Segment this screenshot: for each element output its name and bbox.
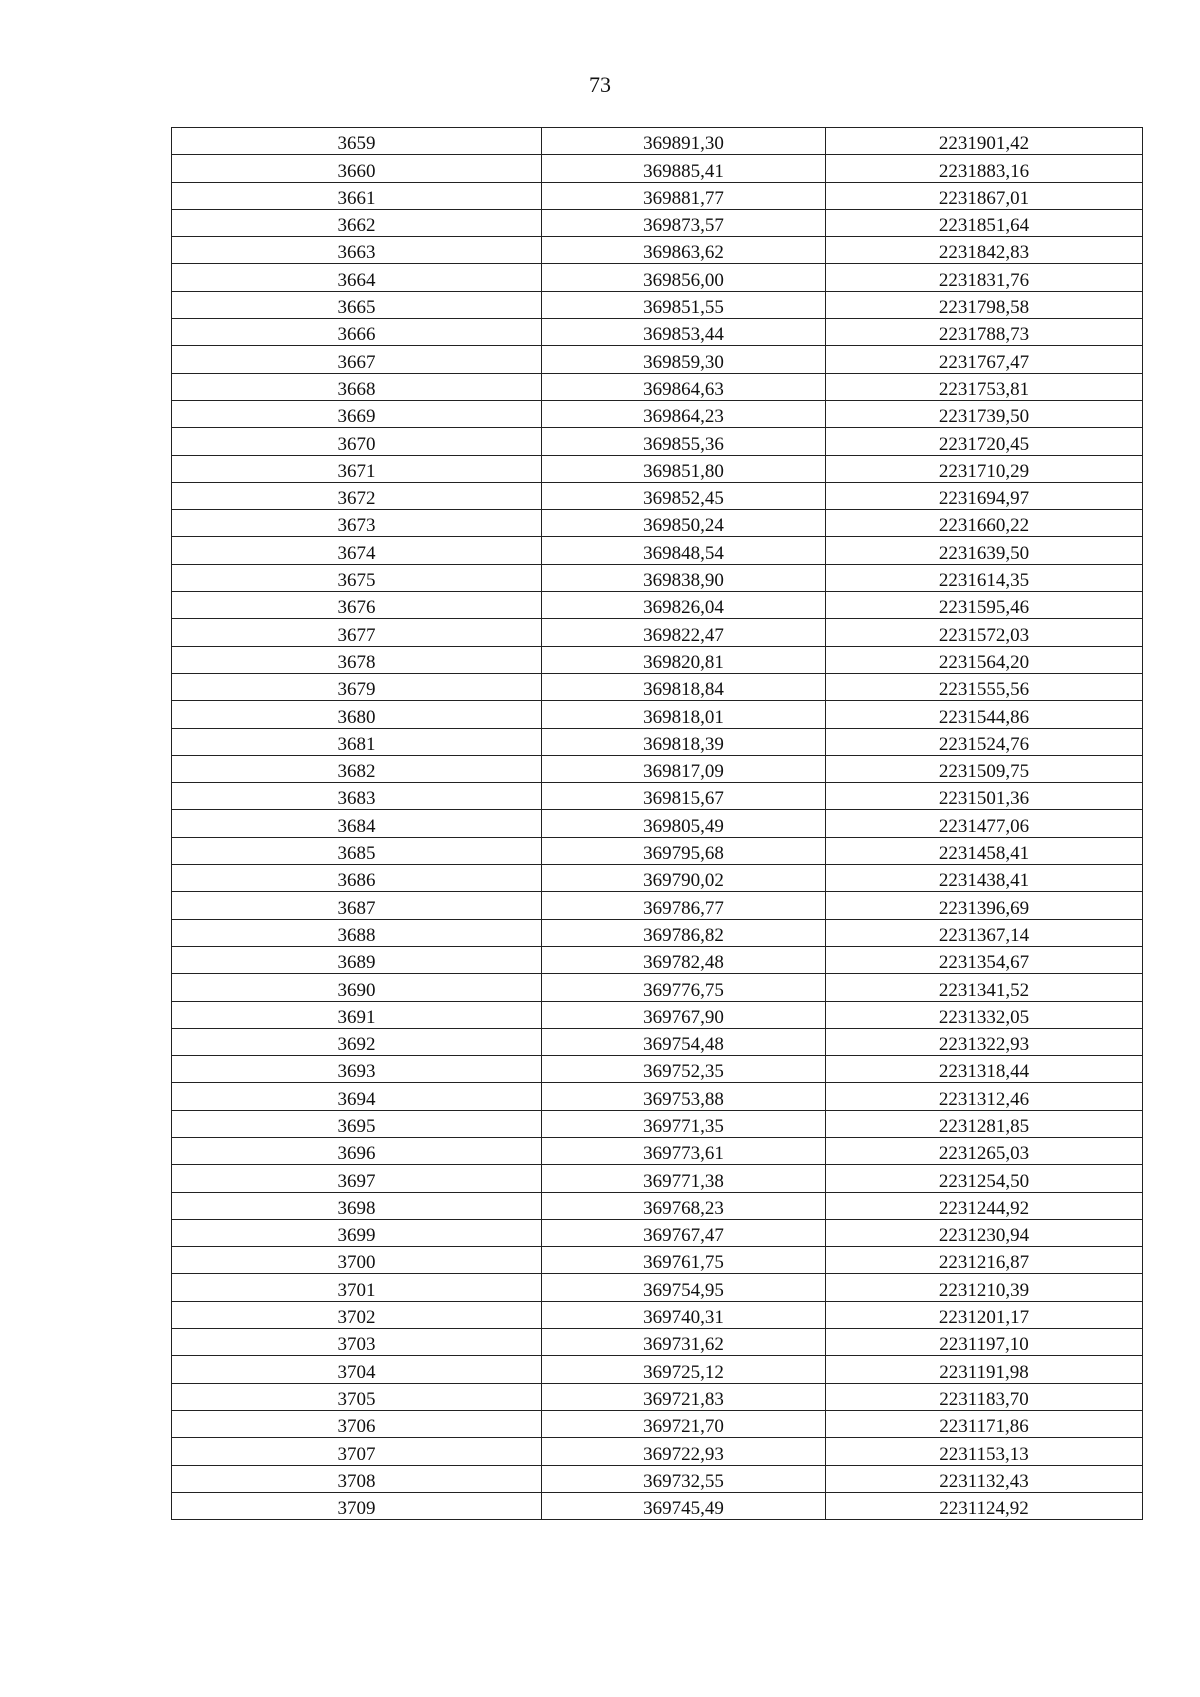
- y-coordinate-cell: 2231883,16: [826, 155, 1143, 182]
- point-number-cell: 3698: [172, 1192, 542, 1219]
- table-row: [172, 428, 1143, 455]
- table-row: [172, 564, 1143, 591]
- x-coordinate-cell: 369863,62: [542, 237, 826, 264]
- y-coordinate-cell: 2231230,94: [826, 1219, 1143, 1246]
- y-coordinate-cell: 2231201,17: [826, 1301, 1143, 1328]
- table-row: [172, 182, 1143, 209]
- table-row: [172, 1056, 1143, 1083]
- point-number-cell: 3680: [172, 701, 542, 728]
- table-row: [172, 510, 1143, 537]
- point-number-cell: 3678: [172, 646, 542, 673]
- point-number-cell: 3672: [172, 482, 542, 509]
- point-number-cell: 3685: [172, 837, 542, 864]
- y-coordinate-cell: 2231318,44: [826, 1056, 1143, 1083]
- x-coordinate-cell: 369721,83: [542, 1383, 826, 1410]
- point-number-cell: 3681: [172, 728, 542, 755]
- table-row: [172, 1329, 1143, 1356]
- table-row: [172, 974, 1143, 1001]
- table-row: [172, 155, 1143, 182]
- y-coordinate-cell: 2231438,41: [826, 865, 1143, 892]
- y-coordinate-cell: 2231544,86: [826, 701, 1143, 728]
- x-coordinate-cell: 369754,95: [542, 1274, 826, 1301]
- point-number-cell: 3679: [172, 673, 542, 700]
- table-row: [172, 1383, 1143, 1410]
- point-number-cell: 3705: [172, 1383, 542, 1410]
- table-row: [172, 237, 1143, 264]
- x-coordinate-cell: 369873,57: [542, 209, 826, 236]
- x-coordinate-cell: 369732,55: [542, 1465, 826, 1492]
- table-row: [172, 1301, 1143, 1328]
- y-coordinate-cell: 2231798,58: [826, 291, 1143, 318]
- point-number-cell: 3684: [172, 810, 542, 837]
- y-coordinate-cell: 2231477,06: [826, 810, 1143, 837]
- table-row: [172, 1028, 1143, 1055]
- table-row: [172, 592, 1143, 619]
- x-coordinate-cell: 369852,45: [542, 482, 826, 509]
- point-number-cell: 3707: [172, 1438, 542, 1465]
- y-coordinate-cell: 2231458,41: [826, 837, 1143, 864]
- point-number-cell: 3670: [172, 428, 542, 455]
- y-coordinate-cell: 2231191,98: [826, 1356, 1143, 1383]
- table-row: [172, 810, 1143, 837]
- point-number-cell: 3663: [172, 237, 542, 264]
- table-row: [172, 1247, 1143, 1274]
- table-row: [172, 1083, 1143, 1110]
- x-coordinate-cell: 369815,67: [542, 783, 826, 810]
- table-row: [172, 1165, 1143, 1192]
- y-coordinate-cell: 2231341,52: [826, 974, 1143, 1001]
- y-coordinate-cell: 2231501,36: [826, 783, 1143, 810]
- point-number-cell: 3686: [172, 865, 542, 892]
- table-row: [172, 128, 1143, 155]
- y-coordinate-cell: 2231216,87: [826, 1247, 1143, 1274]
- x-coordinate-cell: 369864,63: [542, 373, 826, 400]
- x-coordinate-cell: 369818,39: [542, 728, 826, 755]
- point-number-cell: 3706: [172, 1410, 542, 1437]
- x-coordinate-cell: 369859,30: [542, 346, 826, 373]
- table-row: [172, 1192, 1143, 1219]
- point-number-cell: 3691: [172, 1001, 542, 1028]
- point-number-cell: 3696: [172, 1137, 542, 1164]
- x-coordinate-cell: 369776,75: [542, 974, 826, 1001]
- y-coordinate-cell: 2231367,14: [826, 919, 1143, 946]
- table-row: [172, 482, 1143, 509]
- x-coordinate-cell: 369767,90: [542, 1001, 826, 1028]
- point-number-cell: 3700: [172, 1247, 542, 1274]
- y-coordinate-cell: 2231842,83: [826, 237, 1143, 264]
- x-coordinate-cell: 369740,31: [542, 1301, 826, 1328]
- point-number-cell: 3695: [172, 1110, 542, 1137]
- y-coordinate-cell: 2231124,92: [826, 1492, 1143, 1519]
- x-coordinate-cell: 369885,41: [542, 155, 826, 182]
- x-coordinate-cell: 369753,88: [542, 1083, 826, 1110]
- y-coordinate-cell: 2231332,05: [826, 1001, 1143, 1028]
- y-coordinate-cell: 2231660,22: [826, 510, 1143, 537]
- x-coordinate-cell: 369786,82: [542, 919, 826, 946]
- x-coordinate-cell: 369822,47: [542, 619, 826, 646]
- x-coordinate-cell: 369881,77: [542, 182, 826, 209]
- y-coordinate-cell: 2231767,47: [826, 346, 1143, 373]
- y-coordinate-cell: 2231354,67: [826, 946, 1143, 973]
- y-coordinate-cell: 2231851,64: [826, 209, 1143, 236]
- table-row: [172, 373, 1143, 400]
- coordinates-table: [171, 127, 1143, 1520]
- table-row: [172, 673, 1143, 700]
- table-row: [172, 619, 1143, 646]
- y-coordinate-cell: 2231901,42: [826, 128, 1143, 155]
- table-row: [172, 455, 1143, 482]
- table-row: [172, 1110, 1143, 1137]
- x-coordinate-cell: 369850,24: [542, 510, 826, 537]
- y-coordinate-cell: 2231564,20: [826, 646, 1143, 673]
- y-coordinate-cell: 2231509,75: [826, 755, 1143, 782]
- point-number-cell: 3692: [172, 1028, 542, 1055]
- point-number-cell: 3664: [172, 264, 542, 291]
- table-row: [172, 1410, 1143, 1437]
- x-coordinate-cell: 369767,47: [542, 1219, 826, 1246]
- point-number-cell: 3708: [172, 1465, 542, 1492]
- point-number-cell: 3669: [172, 400, 542, 427]
- point-number-cell: 3682: [172, 755, 542, 782]
- x-coordinate-cell: 369826,04: [542, 592, 826, 619]
- point-number-cell: 3688: [172, 919, 542, 946]
- coordinates-table-body: [172, 128, 1143, 1520]
- x-coordinate-cell: 369805,49: [542, 810, 826, 837]
- y-coordinate-cell: 2231867,01: [826, 182, 1143, 209]
- x-coordinate-cell: 369731,62: [542, 1329, 826, 1356]
- y-coordinate-cell: 2231265,03: [826, 1137, 1143, 1164]
- x-coordinate-cell: 369891,30: [542, 128, 826, 155]
- table-row: [172, 865, 1143, 892]
- x-coordinate-cell: 369722,93: [542, 1438, 826, 1465]
- point-number-cell: 3699: [172, 1219, 542, 1246]
- point-number-cell: 3703: [172, 1329, 542, 1356]
- y-coordinate-cell: 2231572,03: [826, 619, 1143, 646]
- point-number-cell: 3693: [172, 1056, 542, 1083]
- page-number: 73: [589, 72, 611, 97]
- y-coordinate-cell: 2231788,73: [826, 319, 1143, 346]
- x-coordinate-cell: 369725,12: [542, 1356, 826, 1383]
- table-row: [172, 537, 1143, 564]
- point-number-cell: 3677: [172, 619, 542, 646]
- y-coordinate-cell: 2231312,46: [826, 1083, 1143, 1110]
- table-row: [172, 701, 1143, 728]
- table-row: [172, 646, 1143, 673]
- x-coordinate-cell: 369795,68: [542, 837, 826, 864]
- y-coordinate-cell: 2231595,46: [826, 592, 1143, 619]
- table-row: [172, 400, 1143, 427]
- x-coordinate-cell: 369786,77: [542, 892, 826, 919]
- x-coordinate-cell: 369771,38: [542, 1165, 826, 1192]
- y-coordinate-cell: 2231322,93: [826, 1028, 1143, 1055]
- table-row: [172, 1356, 1143, 1383]
- y-coordinate-cell: 2231197,10: [826, 1329, 1143, 1356]
- table-row: [172, 783, 1143, 810]
- point-number-cell: 3673: [172, 510, 542, 537]
- x-coordinate-cell: 369820,81: [542, 646, 826, 673]
- table-row: [172, 1274, 1143, 1301]
- x-coordinate-cell: 369855,36: [542, 428, 826, 455]
- table-row: [172, 264, 1143, 291]
- x-coordinate-cell: 369761,75: [542, 1247, 826, 1274]
- x-coordinate-cell: 369864,23: [542, 400, 826, 427]
- x-coordinate-cell: 369838,90: [542, 564, 826, 591]
- point-number-cell: 3690: [172, 974, 542, 1001]
- x-coordinate-cell: 369745,49: [542, 1492, 826, 1519]
- y-coordinate-cell: 2231739,50: [826, 400, 1143, 427]
- y-coordinate-cell: 2231153,13: [826, 1438, 1143, 1465]
- point-number-cell: 3694: [172, 1083, 542, 1110]
- y-coordinate-cell: 2231244,92: [826, 1192, 1143, 1219]
- x-coordinate-cell: 369856,00: [542, 264, 826, 291]
- y-coordinate-cell: 2231639,50: [826, 537, 1143, 564]
- point-number-cell: 3674: [172, 537, 542, 564]
- y-coordinate-cell: 2231132,43: [826, 1465, 1143, 1492]
- table-row: [172, 946, 1143, 973]
- x-coordinate-cell: 369752,35: [542, 1056, 826, 1083]
- point-number-cell: 3666: [172, 319, 542, 346]
- table-row: [172, 1137, 1143, 1164]
- x-coordinate-cell: 369790,02: [542, 865, 826, 892]
- x-coordinate-cell: 369721,70: [542, 1410, 826, 1437]
- y-coordinate-cell: 2231210,39: [826, 1274, 1143, 1301]
- x-coordinate-cell: 369818,01: [542, 701, 826, 728]
- point-number-cell: 3689: [172, 946, 542, 973]
- x-coordinate-cell: 369851,80: [542, 455, 826, 482]
- x-coordinate-cell: 369818,84: [542, 673, 826, 700]
- x-coordinate-cell: 369817,09: [542, 755, 826, 782]
- point-number-cell: 3701: [172, 1274, 542, 1301]
- table-row: [172, 291, 1143, 318]
- x-coordinate-cell: 369754,48: [542, 1028, 826, 1055]
- point-number-cell: 3659: [172, 128, 542, 155]
- table-row: [172, 837, 1143, 864]
- point-number-cell: 3709: [172, 1492, 542, 1519]
- x-coordinate-cell: 369851,55: [542, 291, 826, 318]
- point-number-cell: 3671: [172, 455, 542, 482]
- point-number-cell: 3687: [172, 892, 542, 919]
- table-row: [172, 1219, 1143, 1246]
- y-coordinate-cell: 2231281,85: [826, 1110, 1143, 1137]
- point-number-cell: 3667: [172, 346, 542, 373]
- x-coordinate-cell: 369771,35: [542, 1110, 826, 1137]
- x-coordinate-cell: 369853,44: [542, 319, 826, 346]
- point-number-cell: 3702: [172, 1301, 542, 1328]
- table-row: [172, 892, 1143, 919]
- x-coordinate-cell: 369848,54: [542, 537, 826, 564]
- point-number-cell: 3683: [172, 783, 542, 810]
- y-coordinate-cell: 2231555,56: [826, 673, 1143, 700]
- y-coordinate-cell: 2231396,69: [826, 892, 1143, 919]
- table-row: [172, 1438, 1143, 1465]
- y-coordinate-cell: 2231171,86: [826, 1410, 1143, 1437]
- y-coordinate-cell: 2231254,50: [826, 1165, 1143, 1192]
- y-coordinate-cell: 2231183,70: [826, 1383, 1143, 1410]
- table-row: [172, 728, 1143, 755]
- table-row: [172, 1465, 1143, 1492]
- table-row: [172, 755, 1143, 782]
- point-number-cell: 3676: [172, 592, 542, 619]
- table-row: [172, 346, 1143, 373]
- x-coordinate-cell: 369773,61: [542, 1137, 826, 1164]
- y-coordinate-cell: 2231720,45: [826, 428, 1143, 455]
- y-coordinate-cell: 2231524,76: [826, 728, 1143, 755]
- y-coordinate-cell: 2231831,76: [826, 264, 1143, 291]
- table-row: [172, 1492, 1143, 1519]
- y-coordinate-cell: 2231753,81: [826, 373, 1143, 400]
- point-number-cell: 3668: [172, 373, 542, 400]
- point-number-cell: 3660: [172, 155, 542, 182]
- y-coordinate-cell: 2231694,97: [826, 482, 1143, 509]
- x-coordinate-cell: 369768,23: [542, 1192, 826, 1219]
- point-number-cell: 3665: [172, 291, 542, 318]
- table-row: [172, 1001, 1143, 1028]
- point-number-cell: 3661: [172, 182, 542, 209]
- y-coordinate-cell: 2231614,35: [826, 564, 1143, 591]
- point-number-cell: 3675: [172, 564, 542, 591]
- table-row: [172, 319, 1143, 346]
- table-row: [172, 209, 1143, 236]
- point-number-cell: 3697: [172, 1165, 542, 1192]
- point-number-cell: 3704: [172, 1356, 542, 1383]
- table-row: [172, 919, 1143, 946]
- point-number-cell: 3662: [172, 209, 542, 236]
- y-coordinate-cell: 2231710,29: [826, 455, 1143, 482]
- x-coordinate-cell: 369782,48: [542, 946, 826, 973]
